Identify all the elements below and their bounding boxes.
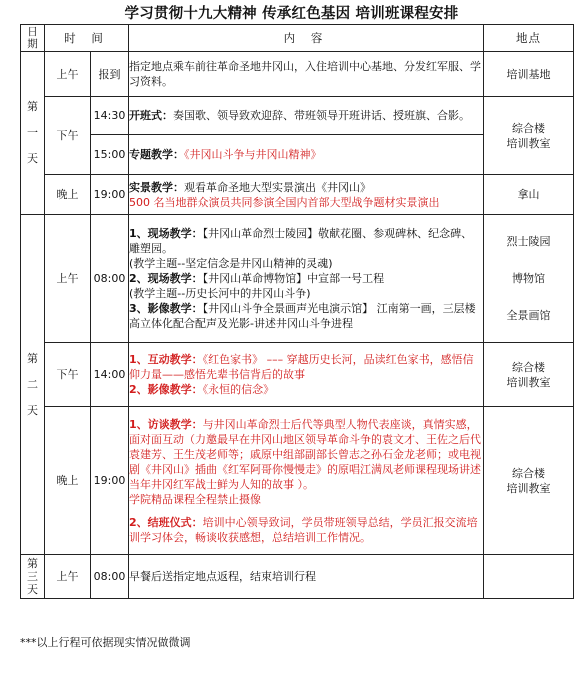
period-cell: 上午: [45, 52, 91, 97]
time-cell: 19:00: [91, 175, 129, 215]
period-cell: 下午: [45, 343, 91, 407]
location-cell: [484, 97, 574, 175]
item-label: 1、访谈教学：: [129, 417, 203, 431]
item-text: 与井冈山革命烈士后代等典型人物代表座谈，真情实感，面对面互动（力邀最早在井冈山地区领导革命斗争的袁文才、王佐之后代袁建芳、王生茂老师等；戚原中组部副部长曾志之孙石金龙老师；或电视剧《井冈山》插曲《红军阿哥你慢慢走》的原唱江满凤老师课程现场讲述当年井冈红军战士鲜为人知的故事 ）。: [129, 417, 481, 491]
time-cell: 08:00: [91, 215, 129, 343]
time-cell: 14:30: [91, 97, 129, 135]
item-label: 开班式：: [129, 109, 173, 122]
period-cell: 晚上: [45, 175, 91, 215]
item-label: 2、现场教学：: [129, 272, 203, 285]
period-cell: 晚上: [45, 407, 91, 555]
item-label: 1、现场教学：: [129, 227, 203, 240]
time-cell: 14:00: [91, 343, 129, 407]
content-cell: [129, 97, 484, 135]
item-sub: (教学主题--历史长河中的井冈山斗争): [129, 287, 311, 300]
table-row: [21, 175, 574, 215]
header-time: 时 间: [45, 25, 129, 52]
time-cell: 15:00: [91, 135, 129, 175]
day-char: 天: [27, 403, 38, 417]
time-cell: 报到: [91, 52, 129, 97]
day-label-3: [21, 555, 45, 599]
table-row: [21, 215, 574, 343]
item-note: 500 名当地群众演员共同参演全国内首部大型战争题材实景演出: [129, 195, 440, 209]
location-line: 烈士陵园: [506, 235, 551, 248]
location-line: 培训教室: [506, 481, 551, 495]
header-location: 地点: [484, 25, 574, 52]
item-label: 专题教学：: [129, 148, 184, 161]
day-char: 一: [27, 126, 38, 139]
item-label: 2、结班仪式：: [129, 515, 203, 529]
item-text: 【井冈山革命烈士陵园】敬献花圈、参观碑林、纪念碑、雕塑园。: [129, 227, 473, 255]
content-cell: 指定地点乘车前往革命圣地井冈山，入住培训中心基地、分发红军服、学习资料。: [129, 52, 484, 97]
time-cell: 19:00: [91, 407, 129, 555]
day-char: 二: [27, 377, 38, 391]
table-row: [21, 97, 574, 135]
location-cell: 培训基地: [484, 52, 574, 97]
item-sub: (教学主题--坚定信念是井冈山精神的灵魂): [129, 257, 333, 270]
item-label: 1、互动教学：: [129, 353, 203, 366]
item-text: 【井冈山革命博物馆】中宣部一号工程: [202, 272, 385, 285]
day-char: 第: [27, 100, 38, 113]
day-char: 第: [27, 557, 38, 570]
item-text: 观看革命圣地大型实景演出《井冈山》: [184, 180, 371, 194]
day-label-1: [21, 52, 45, 215]
location-cell: [484, 407, 574, 555]
content-cell: [129, 175, 484, 215]
item-note: 学院精品课程全程禁止摄像: [129, 492, 261, 506]
location-cell: [484, 215, 574, 343]
day-char: 天: [27, 583, 38, 596]
location-line: 博物馆: [512, 272, 545, 285]
content-cell: [129, 215, 484, 343]
item-text: 《红色家书》 ––– 穿越历史长河，品读红色家书，感悟信仰力量——感悟先辈书信背后的故事: [129, 353, 474, 381]
location-cell: 拿山: [484, 175, 574, 215]
item-text: 【井冈山斗争全景画声光电演示馆】 江南第一画，三层楼高立体化配合配声及光影-讲述井冈山斗争进程: [129, 302, 476, 330]
content-cell: [129, 407, 484, 555]
item-text: 《永恒的信念》: [202, 383, 275, 396]
day-char: 天: [27, 152, 38, 165]
location-line: 培训教室: [506, 136, 551, 150]
item-label: 3、影像教学：: [129, 302, 203, 315]
location-cell: [484, 343, 574, 407]
day-label-2: [21, 215, 45, 555]
content-cell: 早餐后送指定地点返程，结束培训行程: [129, 555, 484, 599]
item-text: 培训中心领导致词，学员带班领导总结，学员汇报交流培训学习体会，畅谈收获感想，总结培训工作情况。: [129, 515, 478, 544]
table-row: [21, 407, 574, 555]
header-row: [21, 25, 574, 52]
schedule-table: [20, 24, 574, 599]
time-cell: 08:00: [91, 555, 129, 599]
location-cell: [484, 555, 574, 599]
table-row: [21, 555, 574, 599]
table-row: [21, 52, 574, 97]
day-char: 第: [27, 351, 38, 365]
item-text: 《井冈山斗争与井冈山精神》: [184, 148, 322, 161]
footer-note: ***以上行程可依据现实情况做微调: [20, 636, 191, 649]
period-cell: 上午: [45, 215, 91, 343]
table-row: [21, 343, 574, 407]
header-content: 内 容: [129, 25, 484, 52]
content-cell: [129, 343, 484, 407]
location-line: 综合楼: [512, 121, 545, 135]
period-cell: 下午: [45, 97, 91, 175]
period-cell: 上午: [45, 555, 91, 599]
day-char: 三: [27, 570, 38, 583]
content-cell: [129, 135, 484, 175]
location-line: 培训教室: [506, 375, 551, 389]
item-label: 实景教学：: [129, 180, 184, 194]
header-date: 日期: [21, 25, 45, 52]
location-line: 综合楼: [512, 466, 545, 480]
location-line: 综合楼: [512, 360, 545, 374]
item-text: 奏国歌、领导致欢迎辞、带班领导开班讲话、授班旗、合影。: [173, 109, 470, 122]
location-line: 全景画馆: [506, 309, 551, 322]
page-title: 学习贯彻十九大精神 传承红色基因 培训班课程安排: [124, 6, 459, 22]
item-label: 2、影像教学：: [129, 383, 203, 396]
